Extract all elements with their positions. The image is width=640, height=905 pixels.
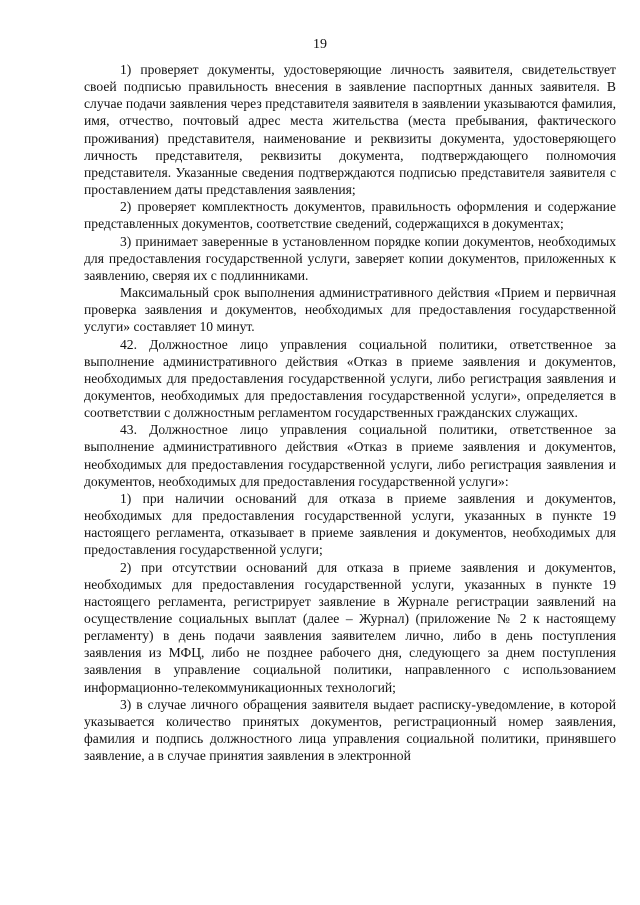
paragraph-clause-43: 43. Должностное лицо управления социальной политики, ответственное за выполнение административного действия «Отказ в приеме заявления и документов, необходимых для предоставления государственной услуги, либо регистрация заявления и документов, необходимых для предоставления государственной услуги»:	[84, 422, 616, 489]
paragraph-clause-43-item-1: 1) при наличии оснований для отказа в приеме заявления и документов, необходимых для предоставления государственной услуги, указанных в пункте 19 настоящего регламента, отказывает в приеме заявления и документов, необходимых для предоставления государственной услуги;	[84, 490, 616, 558]
page-number: 19	[313, 37, 327, 52]
paragraph-clause-42: 42. Должностное лицо управления социальной политики, ответственное за выполнение административного действия «Отказ в приеме заявления и документов, необходимых для предоставления государственной услуги, либо регистрация заявления и документов, необходимых для предоставления государственной услуги», определяется в соответствии с должностным регламентом государственных гражданских служащих.	[84, 336, 616, 421]
paragraph-clause-43-item-3: 3) в случае личного обращения заявителя выдает расписку-уведомление, в которой указывается количество принятых документов, регистрационный номер заявления, фамилия и подпись должностного лица управления социальной политики, принявшего заявление, а в случае принятия заявления в электронной	[84, 696, 616, 764]
paragraph-max-duration: Максимальный срок выполнения административного действия «Прием и первичная проверка заявления и документов, необходимых для предоставления государственной услуги» составляет 10 минут.	[84, 285, 616, 335]
paragraph-item-1-documents-check: 1) проверяет документы, удостоверяющие личность заявителя, свидетельствует своей подписью правильность внесения в заявление паспортных данных заявителя. В случае подачи заявления через представителя заявителя в заявлении указываются фамилия, имя, отчество, почтовый адрес места жительства (места пребывания, фактического проживания) представителя, наименование и реквизиты документа, удостоверяющего личность представителя, реквизиты документа, подтверждающего полномочия представителя. Указанные сведения подтверждаются подписью представителя заявителя с проставлением даты представления заявления;	[84, 62, 616, 198]
paragraph-item-3-copies-accepted: 3) принимает заверенные в установленном порядке копии документов, необходимых для предоставления государственной услуги, заверяет копии документов, приложенных к заявлению, сверяя их с подлинниками.	[84, 233, 616, 283]
paragraph-item-2-completeness-check: 2) проверяет комплектность документов, правильность оформления и содержание представленных документов, соответствие сведений, содержащихся в документах;	[84, 199, 616, 232]
paragraph-clause-43-item-2: 2) при отсутствии оснований для отказа в приеме заявления и документов, необходимых для предоставления государственной услуги, указанных в пункте 19 настоящего регламента, регистрирует заявление в Журнале регистрации заявлений на осуществление социальных выплат (далее – Журнал) (приложение № 2 к настоящему регламенту) в день подачи заявления заявителем лично, либо в день поступления заявления из МФЦ, либо не позднее рабочего дня, следующего за днем поступления заявления в управление социальной политики, направленного с использованием информационно-телекоммуникационных технологий;	[84, 559, 616, 695]
document-body	[84, 61, 616, 764]
